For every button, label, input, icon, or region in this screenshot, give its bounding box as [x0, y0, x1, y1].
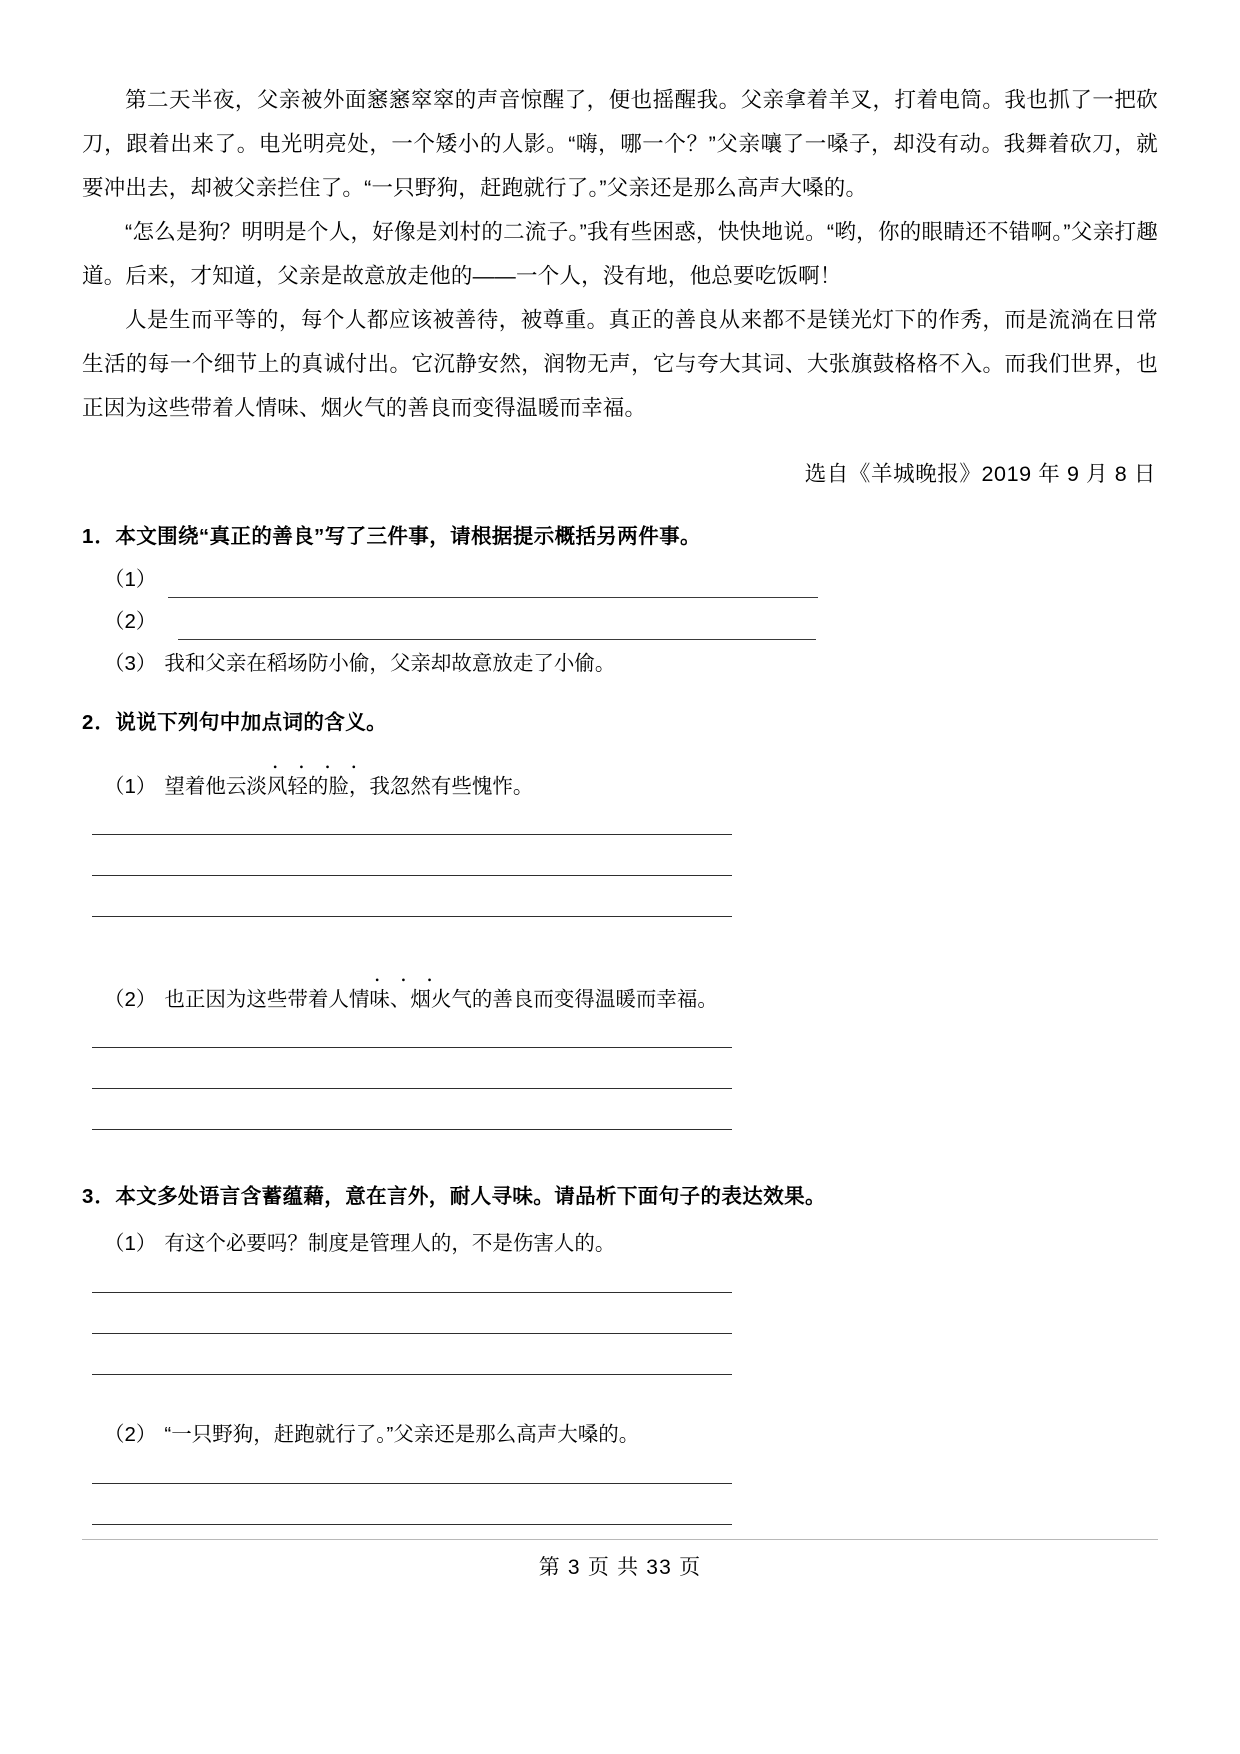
question-2-item-1-answer-area — [82, 834, 1158, 917]
article-paragraph: “怎么是狗？明明是个人，好像是刘村的二流子。”我有些困惑，快快地说。“哟，你的眼睛还不错啊。”父亲打趣道。后来，才知道，父亲是故意放走他的——一个人，没有地，他总要吃饭啊！ — [82, 220, 1158, 288]
spacer — [82, 876, 1158, 916]
item-label: （1） — [104, 1232, 157, 1255]
spacer — [82, 1048, 1158, 1088]
item-text: 有这个必要吗？制度是管理人的，不是伤害人的。 — [164, 1232, 616, 1255]
page-footer — [82, 1539, 1158, 1584]
question-3-item-2-answer-area — [82, 1483, 1158, 1525]
document-body — [82, 78, 1158, 1525]
question-2-separator: ． — [94, 711, 116, 734]
question-1-number: 1 — [82, 525, 95, 548]
question-1-item-2 — [104, 604, 1158, 640]
question-1-text: 本文围绕“真正的善良”写了三件事，请根据提示概括另两件事。 — [115, 525, 701, 548]
emphasis-dots: ． ． ． ． — [272, 750, 372, 773]
article-citation: 选自《羊城晚报》2019 年 9 月 8 日 — [804, 462, 1156, 486]
item-text: 也正因为这些带着人情味、烟火气的善良而变得温暖而幸福。 — [164, 988, 718, 1011]
question-2-item-1 — [104, 750, 1158, 804]
question-2-number: 2 — [82, 711, 95, 734]
item-text: 望着他云淡风轻的脸，我忽然有些愧怍。 — [164, 775, 534, 798]
item-text: “一只野狗，赶跑就行了。”父亲还是那么高声大嗓的。 — [164, 1423, 640, 1446]
item-label: （3） — [104, 652, 157, 675]
question-3-item-2 — [104, 1417, 1158, 1453]
item-label: （2） — [104, 1423, 157, 1446]
answer-blank-line[interactable] — [168, 571, 818, 598]
spacer — [82, 835, 1158, 875]
question-2-item-2-answer-area — [82, 1047, 1158, 1130]
item-line — [104, 770, 1158, 804]
question-block-2 — [82, 706, 1158, 1130]
question-1-separator: ． — [94, 525, 116, 548]
answer-rule[interactable] — [92, 1374, 732, 1375]
question-2-text: 说说下列句中加点词的含义。 — [115, 711, 388, 734]
question-block-3 — [82, 1180, 1158, 1525]
question-3-heading — [82, 1180, 1158, 1214]
answer-rule[interactable] — [92, 1129, 732, 1130]
footer-divider — [82, 1539, 1158, 1540]
page-number: 第 3 页 共 33 页 — [538, 1556, 702, 1579]
item-label: （1） — [104, 775, 157, 798]
answer-rule[interactable] — [92, 1524, 732, 1525]
spacer — [82, 1089, 1158, 1129]
item-label: （2） — [104, 610, 157, 633]
item-text: 我和父亲在稻场防小偷，父亲却故意放走了小偷。 — [164, 652, 616, 675]
question-2-item-2 — [104, 963, 1158, 1017]
spacer — [82, 1484, 1158, 1524]
article-excerpt — [82, 78, 1158, 496]
question-1-item-3 — [104, 646, 1158, 682]
emphasis-dots: ． ． ． — [374, 963, 447, 986]
question-3-number: 3 — [82, 1185, 95, 1208]
article-paragraph: 第二天半夜，父亲被外面窸窸窣窣的声音惊醒了，便也摇醒我。父亲拿着羊叉，打着电筒。我也抓了一把砍刀，跟着出来了。电光明亮处，一个矮小的人影。“嗨，哪一个？”父亲嚷了一嗓子，却没有动。我舞着砍刀，就要冲出去，却被父亲拦住了。“一只野狗，赶跑就行了。”父亲还是那么高声大嗓的。 — [82, 88, 1158, 200]
question-1-item-1 — [104, 562, 1158, 598]
question-3-separator: ． — [94, 1185, 116, 1208]
question-block-1 — [82, 520, 1158, 682]
question-3-text: 本文多处语言含蓄蕴藉，意在言外，耐人寻味。请品析下面句子的表达效果。 — [115, 1185, 826, 1208]
spacer — [82, 1293, 1158, 1333]
item-label: （1） — [104, 568, 157, 591]
answer-rule[interactable] — [92, 916, 732, 917]
article-paragraph: 人是生而平等的，每个人都应该被善待，被尊重。真正的善良从来都不是镁光灯下的作秀，而是流淌在日常生活的每一个细节上的真诚付出。它沉静安然，润物无声，它与夸大其词、大张旗鼓格格不入。而我们世界，也正因为这些带着人情味、烟火气的善良而变得温暖而幸福。 — [82, 308, 1158, 420]
question-3-item-1-answer-area — [82, 1292, 1158, 1375]
item-label: （2） — [104, 988, 157, 1011]
answer-blank-line[interactable] — [178, 613, 816, 640]
question-3-item-1 — [104, 1226, 1158, 1262]
question-1-heading — [82, 520, 1158, 554]
spacer — [82, 1334, 1158, 1374]
question-2-heading — [82, 706, 1158, 740]
item-line — [104, 983, 1158, 1017]
